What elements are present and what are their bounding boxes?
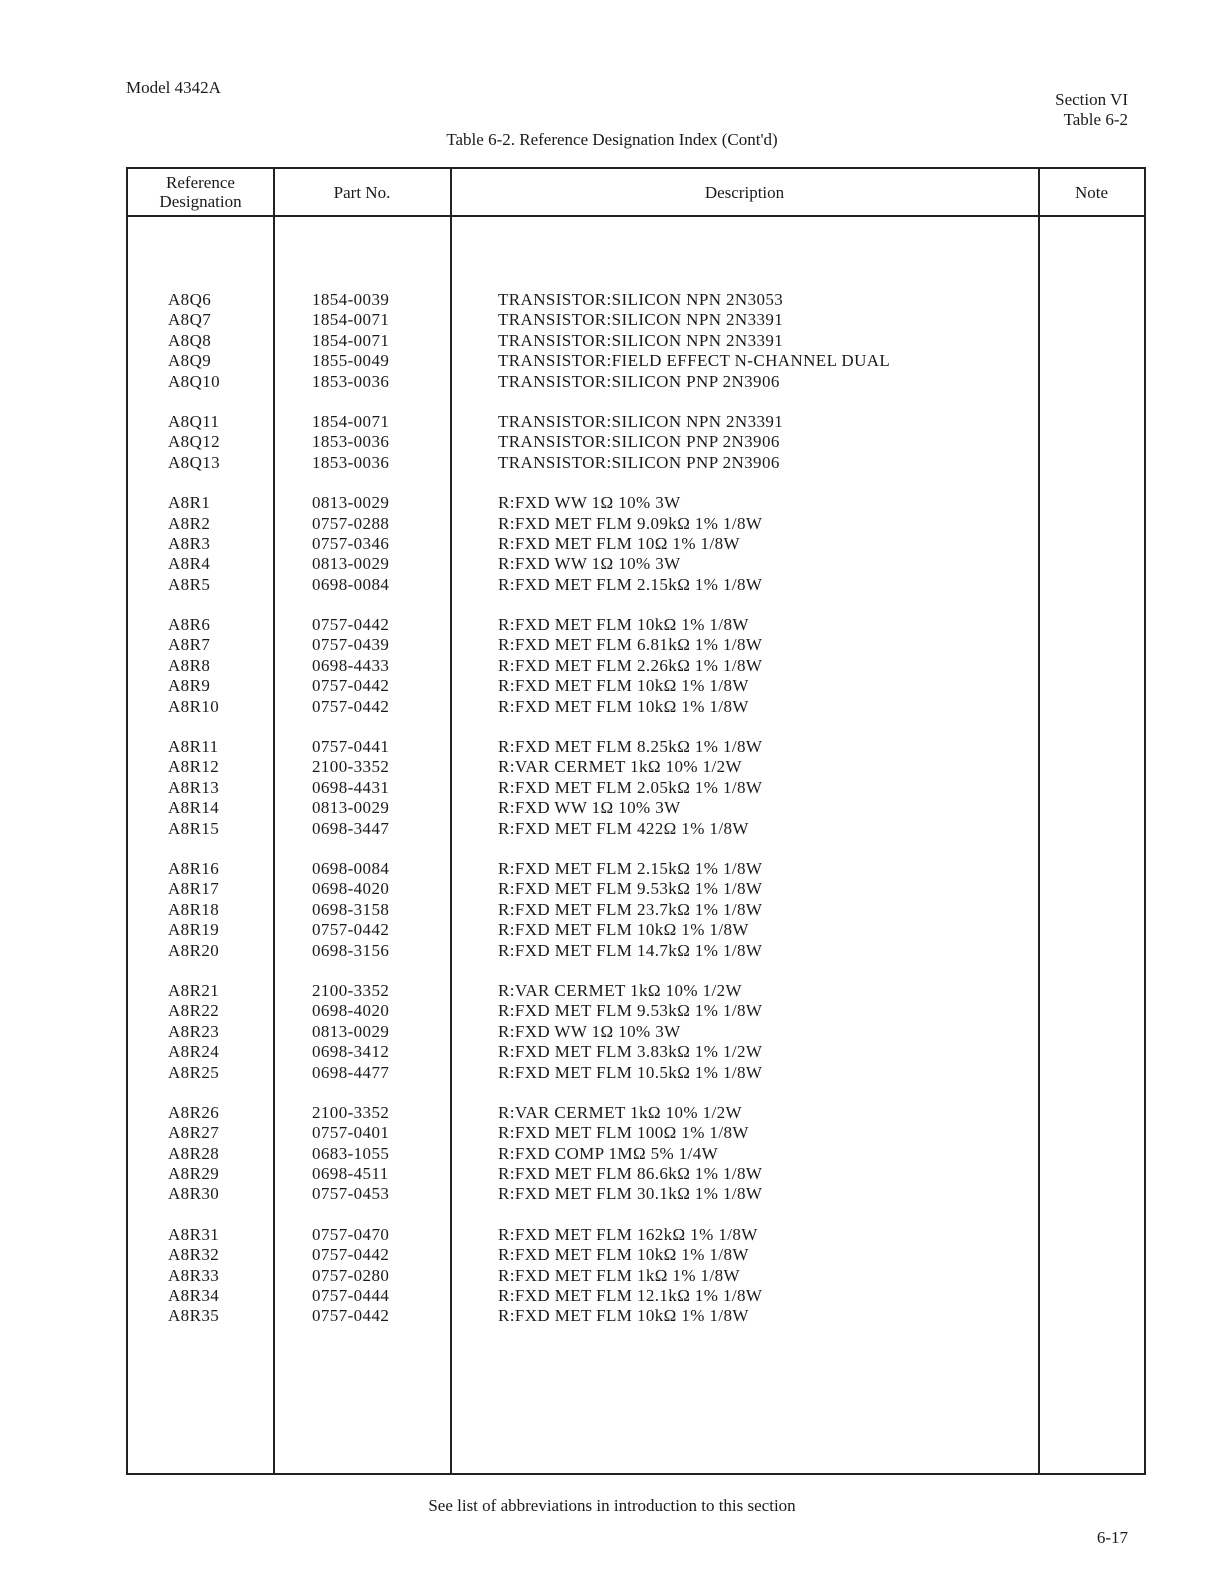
column-header-description	[451, 169, 1038, 215]
table-row	[126, 920, 1146, 940]
reference-designation: A8R24	[168, 1042, 220, 1062]
part-number: 0757-0444	[312, 1286, 390, 1306]
row-indent	[126, 798, 168, 818]
table-row	[126, 879, 1146, 899]
reference-designation: A8R31	[168, 1224, 220, 1244]
table-row	[126, 1225, 1146, 1245]
reference-designation: A8R11	[168, 737, 219, 757]
reference-designation: A8R23	[168, 1021, 220, 1041]
table-row	[126, 1245, 1146, 1265]
part-number: 0698-0084	[312, 574, 390, 594]
reference-designation: A8Q8	[168, 330, 212, 350]
part-number: 0757-0442	[312, 1306, 390, 1326]
part-number: 0698-4431	[312, 777, 390, 797]
row-indent	[126, 514, 168, 534]
reference-designation: A8R17	[168, 879, 220, 899]
reference-designation: A8R19	[168, 920, 220, 940]
part-number: 0698-0084	[312, 858, 390, 878]
description: TRANSISTOR:FIELD EFFECT N-CHANNEL DUAL	[498, 351, 891, 371]
part-number: 0757-0442	[312, 1245, 390, 1265]
row-indent	[126, 1184, 168, 1204]
description: R:FXD MET FLM 12.1kΩ 1% 1/8W	[498, 1286, 763, 1306]
table-row	[126, 737, 1146, 757]
row-indent	[126, 575, 168, 595]
table-row	[126, 941, 1146, 961]
row-indent	[126, 534, 168, 554]
reference-designation: A8R13	[168, 777, 220, 797]
row-indent	[126, 351, 168, 371]
row-indent	[126, 331, 168, 351]
reference-designation: A8R32	[168, 1245, 220, 1265]
table-row	[126, 310, 1146, 330]
table-row	[126, 453, 1146, 473]
column-header-note	[1039, 169, 1144, 215]
row-indent	[126, 1144, 168, 1164]
part-number: 0698-4511	[312, 1164, 389, 1184]
column-header-reference-line1: Reference	[166, 173, 235, 192]
table-row	[126, 859, 1146, 879]
table-row	[126, 412, 1146, 432]
part-number: 2100-3352	[312, 1102, 390, 1122]
description: R:FXD MET FLM 2.15kΩ 1% 1/8W	[498, 574, 763, 594]
table-reference: Table 6-2	[1063, 110, 1128, 129]
row-indent	[126, 900, 168, 920]
table-row	[126, 1144, 1146, 1164]
part-number: 0698-3158	[312, 899, 390, 919]
row-indent	[126, 819, 168, 839]
description: R:FXD WW 1Ω 10% 3W	[498, 798, 681, 818]
row-indent	[126, 778, 168, 798]
description: R:FXD MET FLM 30.1kΩ 1% 1/8W	[498, 1184, 763, 1204]
row-indent	[126, 412, 168, 432]
description: TRANSISTOR:SILICON PNP 2N3906	[498, 452, 780, 472]
table-row	[126, 1306, 1146, 1326]
description: R:VAR CERMET 1kΩ 10% 1/2W	[498, 1102, 742, 1122]
table-row	[126, 981, 1146, 1001]
reference-designation: A8R33	[168, 1265, 220, 1285]
part-number: 0757-0401	[312, 1123, 390, 1143]
table-row	[126, 635, 1146, 655]
part-number: 1854-0039	[312, 290, 390, 309]
table-row	[126, 676, 1146, 696]
table-title: Table 6-2. Reference Designation Index (Cont'd)	[446, 130, 778, 149]
description: R:FXD MET FLM 2.15kΩ 1% 1/8W	[498, 858, 763, 878]
reference-designation: A8R30	[168, 1184, 220, 1204]
row-indent	[126, 432, 168, 452]
part-number: 0698-4433	[312, 655, 390, 675]
description: R:FXD MET FLM 10kΩ 1% 1/8W	[498, 676, 749, 696]
description: R:FXD MET FLM 8.25kΩ 1% 1/8W	[498, 737, 763, 757]
table-row	[126, 1022, 1146, 1042]
section-number: Section VI	[1055, 90, 1128, 109]
description: R:FXD WW 1Ω 10% 3W	[498, 554, 681, 574]
table-row	[126, 1164, 1146, 1184]
description: R:FXD MET FLM 162kΩ 1% 1/8W	[498, 1224, 758, 1244]
row-indent	[126, 1225, 168, 1245]
reference-designation: A8R27	[168, 1123, 220, 1143]
table-row	[126, 656, 1146, 676]
column-header-part-label: Part No.	[333, 182, 391, 202]
reference-designation: A8R3	[168, 533, 211, 553]
description: TRANSISTOR:SILICON PNP 2N3906	[498, 432, 780, 452]
reference-designation: A8R2	[168, 513, 211, 533]
row-indent	[126, 1123, 168, 1143]
row-indent	[126, 697, 168, 717]
part-number: 0757-0439	[312, 635, 390, 655]
table-row	[126, 1123, 1146, 1143]
row-indent	[126, 656, 168, 676]
description: R:FXD MET FLM 9.53kΩ 1% 1/8W	[498, 879, 763, 899]
table-row	[126, 575, 1146, 595]
description: R:FXD MET FLM 3.83kΩ 1% 1/2W	[498, 1042, 763, 1062]
part-number: 1854-0071	[312, 330, 390, 350]
table-row	[126, 615, 1146, 635]
row-indent	[126, 1103, 168, 1123]
row-indent	[126, 1306, 168, 1326]
table-row	[126, 798, 1146, 818]
part-number: 1854-0071	[312, 411, 390, 431]
part-number: 0698-3156	[312, 940, 390, 960]
part-number: 1853-0036	[312, 371, 390, 391]
reference-designation: A8R25	[168, 1062, 220, 1082]
column-header-note-label: Note	[1074, 182, 1109, 202]
description: R:FXD MET FLM 100Ω 1% 1/8W	[498, 1123, 749, 1143]
reference-designation: A8R9	[168, 676, 211, 696]
part-number: 0757-0280	[312, 1265, 390, 1285]
reference-designation: A8R16	[168, 858, 220, 878]
reference-designation: A8R22	[168, 1001, 220, 1021]
part-number: 0757-0442	[312, 920, 390, 940]
description: TRANSISTOR:SILICON NPN 2N3391	[498, 411, 784, 431]
table-row	[126, 534, 1146, 554]
reference-designation: A8R26	[168, 1102, 220, 1122]
row-indent	[126, 493, 168, 513]
column-header-reference	[128, 169, 273, 215]
description: R:FXD MET FLM 10Ω 1% 1/8W	[498, 533, 740, 553]
reference-designation: A8R14	[168, 798, 220, 818]
part-number: 2100-3352	[312, 757, 390, 777]
part-number: 0757-0453	[312, 1184, 390, 1204]
reference-designation: A8R4	[168, 554, 211, 574]
table-row	[126, 1286, 1146, 1306]
table-row	[126, 900, 1146, 920]
reference-designation: A8Q12	[168, 432, 221, 452]
description: R:FXD MET FLM 6.81kΩ 1% 1/8W	[498, 635, 763, 655]
row-indent	[126, 941, 168, 961]
part-number: 0757-0442	[312, 676, 390, 696]
table-row	[126, 1184, 1146, 1204]
reference-designation: A8R20	[168, 940, 220, 960]
part-number: 2100-3352	[312, 980, 390, 1000]
description: R:FXD MET FLM 10kΩ 1% 1/8W	[498, 1306, 749, 1326]
reference-designation: A8R12	[168, 757, 220, 777]
row-indent	[126, 1245, 168, 1265]
table-row	[126, 290, 1146, 310]
table-row	[126, 554, 1146, 574]
description: R:FXD COMP 1MΩ 5% 1/4W	[498, 1143, 719, 1163]
description: R:FXD MET FLM 10kΩ 1% 1/8W	[498, 615, 749, 635]
part-number: 0757-0442	[312, 615, 390, 635]
description: R:FXD MET FLM 2.05kΩ 1% 1/8W	[498, 777, 763, 797]
description: R:FXD MET FLM 9.53kΩ 1% 1/8W	[498, 1001, 763, 1021]
part-number: 0813-0029	[312, 493, 390, 513]
description: R:FXD MET FLM 9.09kΩ 1% 1/8W	[498, 513, 763, 533]
reference-designation: A8R34	[168, 1286, 220, 1306]
description: R:FXD WW 1Ω 10% 3W	[498, 1021, 681, 1041]
row-indent	[126, 635, 168, 655]
description: R:FXD MET FLM 14.7kΩ 1% 1/8W	[498, 940, 763, 960]
reference-designation: A8R21	[168, 980, 220, 1000]
description: R:FXD MET FLM 10.5kΩ 1% 1/8W	[498, 1062, 763, 1082]
part-number: 1854-0071	[312, 310, 390, 330]
table-row	[126, 819, 1146, 839]
description: R:FXD MET FLM 10kΩ 1% 1/8W	[498, 1245, 749, 1265]
row-indent	[126, 1001, 168, 1021]
row-indent	[126, 859, 168, 879]
table-row	[126, 1042, 1146, 1062]
description: R:FXD MET FLM 86.6kΩ 1% 1/8W	[498, 1164, 763, 1184]
description: R:VAR CERMET 1kΩ 10% 1/2W	[498, 980, 742, 1000]
description: R:FXD MET FLM 10kΩ 1% 1/8W	[498, 920, 749, 940]
table-row	[126, 514, 1146, 534]
reference-designation: A8Q13	[168, 452, 221, 472]
reference-designation: A8Q11	[168, 411, 220, 431]
part-number: 0813-0029	[312, 1021, 390, 1041]
description: TRANSISTOR:SILICON PNP 2N3906	[498, 371, 780, 391]
row-indent	[126, 981, 168, 1001]
table-row	[126, 432, 1146, 452]
description: R:FXD WW 1Ω 10% 3W	[498, 493, 681, 513]
row-indent	[126, 453, 168, 473]
row-indent	[126, 290, 168, 310]
description: R:FXD MET FLM 2.26kΩ 1% 1/8W	[498, 655, 763, 675]
row-indent	[126, 1164, 168, 1184]
reference-designation: A8Q6	[168, 290, 212, 309]
part-number: 0757-0442	[312, 696, 390, 716]
table-row	[126, 697, 1146, 717]
row-indent	[126, 1266, 168, 1286]
part-number: 0698-4020	[312, 879, 390, 899]
page-number: 6-17	[1096, 1528, 1128, 1547]
footnote: See list of abbreviations in introduction to this section	[428, 1496, 796, 1515]
description: R:FXD MET FLM 10kΩ 1% 1/8W	[498, 696, 749, 716]
table-row	[126, 372, 1146, 392]
part-number: 0813-0029	[312, 798, 390, 818]
reference-designation: A8R15	[168, 818, 220, 838]
table-row	[126, 493, 1146, 513]
part-number: 0813-0029	[312, 554, 390, 574]
row-indent	[126, 1022, 168, 1042]
column-header-part	[274, 169, 450, 215]
table-row	[126, 1001, 1146, 1021]
part-number: 0698-4020	[312, 1001, 390, 1021]
description: R:FXD MET FLM 1kΩ 1% 1/8W	[498, 1265, 740, 1285]
row-indent	[126, 615, 168, 635]
table-row	[126, 1266, 1146, 1286]
reference-designation: A8Q9	[168, 351, 212, 371]
description: R:FXD MET FLM 23.7kΩ 1% 1/8W	[498, 899, 763, 919]
table-row	[126, 1063, 1146, 1083]
reference-designation: A8Q7	[168, 310, 212, 330]
table-row	[126, 778, 1146, 798]
column-header-reference-line2: Designation	[159, 192, 242, 211]
reference-designation: A8R35	[168, 1306, 220, 1326]
table-row	[126, 331, 1146, 351]
part-number: 1853-0036	[312, 432, 390, 452]
model-label: Model 4342A	[126, 78, 221, 97]
table-row	[126, 1103, 1146, 1123]
description: TRANSISTOR:SILICON NPN 2N3391	[498, 310, 784, 330]
row-indent	[126, 310, 168, 330]
part-number: 0698-3412	[312, 1042, 390, 1062]
reference-designation: A8R1	[168, 493, 211, 513]
reference-designation: A8R10	[168, 696, 220, 716]
description: TRANSISTOR:SILICON NPN 2N3053	[498, 290, 784, 309]
reference-designation: A8R5	[168, 574, 211, 594]
row-indent	[126, 737, 168, 757]
row-indent	[126, 676, 168, 696]
row-indent	[126, 879, 168, 899]
row-indent	[126, 1063, 168, 1083]
table-row	[126, 351, 1146, 371]
part-number: 0698-4477	[312, 1062, 390, 1082]
reference-designation: A8R29	[168, 1164, 220, 1184]
part-number: 0698-3447	[312, 818, 390, 838]
reference-designation: A8Q10	[168, 371, 221, 391]
description: R:VAR CERMET 1kΩ 10% 1/2W	[498, 757, 742, 777]
table-body	[126, 290, 1146, 1327]
part-number: 0757-0441	[312, 737, 390, 757]
header-divider	[128, 215, 1144, 217]
row-indent	[126, 1042, 168, 1062]
row-indent	[126, 920, 168, 940]
part-number: 0757-0470	[312, 1224, 390, 1244]
part-number: 0683-1055	[312, 1143, 390, 1163]
row-indent	[126, 554, 168, 574]
reference-designation: A8R8	[168, 655, 211, 675]
column-header-description-label: Description	[704, 182, 785, 202]
reference-designation: A8R28	[168, 1143, 220, 1163]
reference-designation: A8R7	[168, 635, 211, 655]
section-label	[1055, 90, 1128, 130]
reference-designation: A8R6	[168, 615, 211, 635]
reference-designation: A8R18	[168, 899, 220, 919]
row-indent	[126, 757, 168, 777]
part-number: 1853-0036	[312, 452, 390, 472]
part-number: 1855-0049	[312, 351, 390, 371]
table-row	[126, 757, 1146, 777]
description: R:FXD MET FLM 422Ω 1% 1/8W	[498, 818, 749, 838]
row-indent	[126, 1286, 168, 1306]
row-indent	[126, 372, 168, 392]
description: TRANSISTOR:SILICON NPN 2N3391	[498, 330, 784, 350]
part-number: 0757-0346	[312, 533, 390, 553]
part-number: 0757-0288	[312, 513, 390, 533]
